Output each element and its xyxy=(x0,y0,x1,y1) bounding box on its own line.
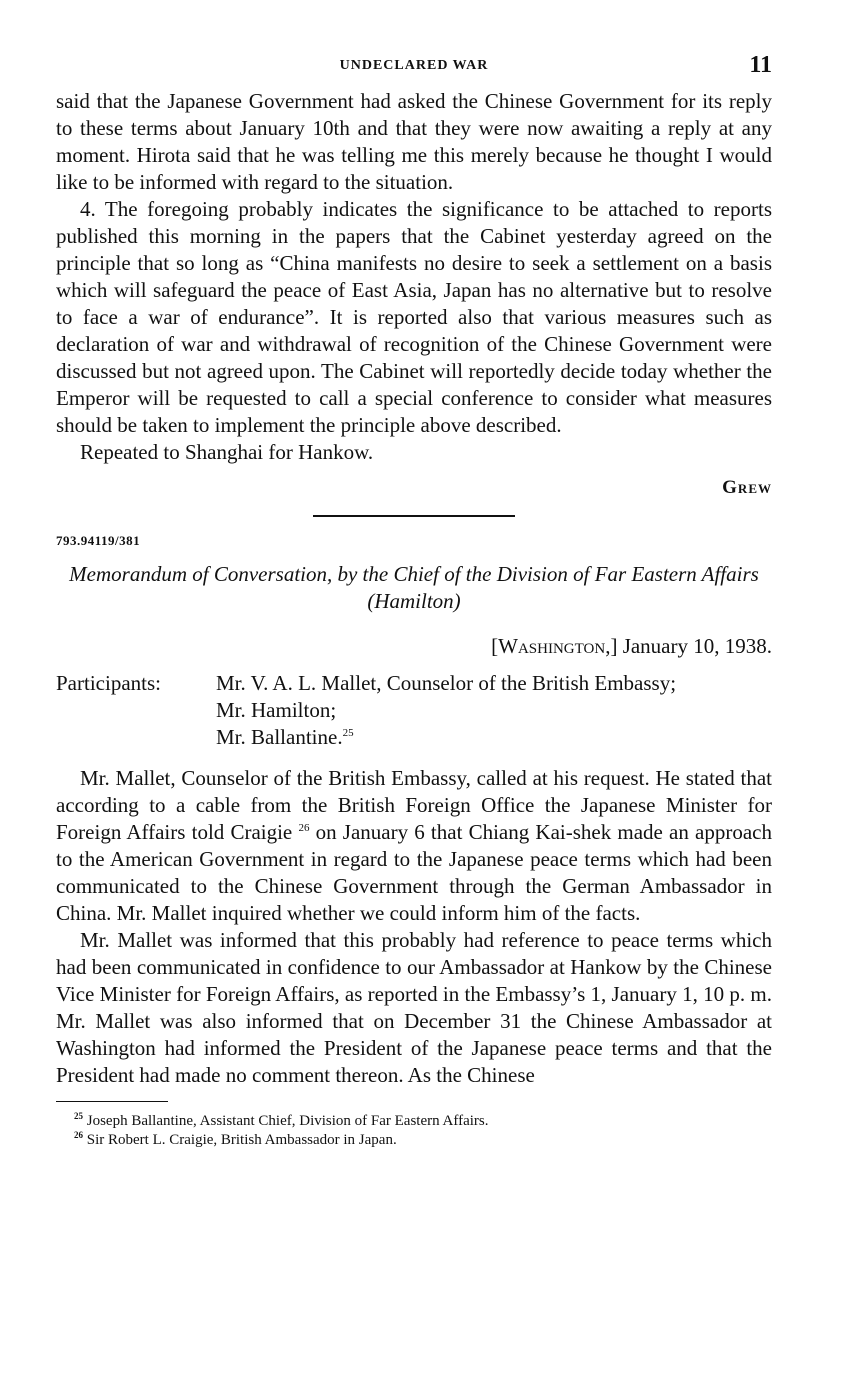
paragraph-repeated: Repeated to Shanghai for Hankow. xyxy=(80,440,374,464)
document-title: Memorandum of Conversation, by the Chief of the Division of Far Eastern Affairs (Hamilton) xyxy=(69,562,759,613)
footnote-26 xyxy=(56,1131,772,1150)
dateline-place: [Washington,] xyxy=(491,634,618,658)
participant-ballantine xyxy=(216,724,772,751)
dateline xyxy=(56,633,772,660)
page-number: 11 xyxy=(749,52,772,78)
footnote-marker: 25 xyxy=(74,1111,83,1121)
section-divider xyxy=(313,515,515,517)
footnote-text: Sir Robert L. Craigie, British Ambassador in Japan. xyxy=(86,1132,397,1148)
participant-ballantine-name: Mr. Ballantine. xyxy=(216,725,343,749)
participant-mallet: Mr. V. A. L. Mallet, Counselor of the British Embassy; xyxy=(216,671,677,695)
paragraph-point-4: 4. The foregoing probably indicates the significance to be attached to reports published this morning in the papers that the Cabinet yesterday agreed on the principle that so long as “China manifests no desire to seek a settlement on a basis which will safeguard the peace of East Asia, Japan has no alternative but to resolve to face a war of endurance”. It is reported also that various measures such as declaration of war and withdrawal of recognition of the Chinese Government were discussed but not agreed upon. The Cabinet will reportedly decide today whether the Emperor will be requested to call a special conference to consider what measures should be taken to implement the principle above described. xyxy=(56,197,772,437)
footnote-ref-26: 26 xyxy=(298,822,310,834)
running-title: UNDECLARED WAR xyxy=(339,58,489,73)
running-head xyxy=(56,52,772,82)
file-number: 793.94119/381 xyxy=(56,533,141,548)
footnote-ref-25: 25 xyxy=(342,727,354,739)
footnote-text: Joseph Ballantine, Assistant Chief, Division of Far Eastern Affairs. xyxy=(86,1113,489,1129)
dateline-date: January 10, 1938. xyxy=(622,634,772,658)
participants-label: Participants: xyxy=(56,671,161,695)
participant-hamilton: Mr. Hamilton; xyxy=(216,698,337,722)
signature-grew: Grew xyxy=(722,477,772,498)
footnote-rule xyxy=(56,1101,168,1102)
paragraph-mallet-request-part-b: on January 6 that Chiang Kai-shek made an approach to the American Government in regard to the Japanese peace terms which had been communicated to the Chinese Government through the German Ambassador in China. Mr. Mallet inquired whether we could inform him of the facts. xyxy=(56,820,772,925)
book-page xyxy=(56,52,772,1362)
paragraph-mallet-request xyxy=(56,765,772,927)
participants-list xyxy=(216,670,772,751)
paragraph-mallet-informed: Mr. Mallet was informed that this probably had reference to peace terms which had been communicated in confidence to our Ambassador at Hankow by the Chinese Vice Minister for Foreign Affairs, as reported in the Embassy’s 1, January 1, 10 p. m. Mr. Mallet was also informed that on December 31 the Chinese Ambassador at Washington had informed the President of the Japanese peace terms and that the President had made no comment thereon. As the Chinese xyxy=(56,928,772,1087)
footnote-marker: 26 xyxy=(74,1130,83,1140)
paragraph-continuation: said that the Japanese Government had asked the Chinese Government for its reply to these terms about January 10th and that they were now awaiting a reply at any moment. Hirota said that he was telling me this merely because he thought I would like to be informed with regard to the situation. xyxy=(56,89,772,194)
footnote-25 xyxy=(56,1112,772,1131)
paragraph-mallet-request-part-a: Mr. Mallet, Counselor of the British Embassy, called at his request. He stated that according to a cable from the British Foreign Office the Japanese Minister for Foreign Affairs told Craigie xyxy=(56,766,772,844)
participants-block xyxy=(56,670,772,751)
